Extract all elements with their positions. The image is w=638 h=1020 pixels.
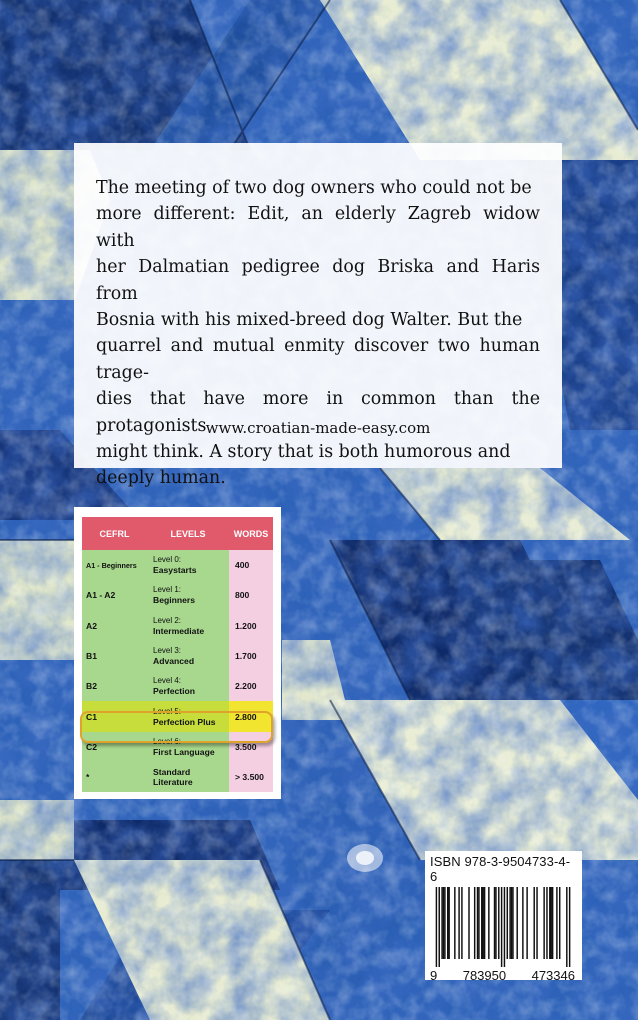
barcode-bar bbox=[536, 887, 537, 959]
level-number: Level 3: bbox=[153, 646, 182, 656]
level-name: Perfection bbox=[153, 686, 196, 697]
level-cell bbox=[147, 671, 229, 701]
level-number: Standard bbox=[153, 767, 191, 778]
cefrl-cell: A2 bbox=[82, 611, 147, 641]
barcode-bar bbox=[533, 887, 534, 959]
barcode-bar bbox=[566, 887, 567, 967]
barcode-bar bbox=[478, 887, 479, 959]
table-row-highlighted bbox=[82, 701, 273, 731]
barcode-bar bbox=[477, 887, 478, 959]
barcode-bar bbox=[504, 887, 505, 967]
levels-table-header bbox=[82, 517, 273, 550]
level-number: Level 4: bbox=[153, 676, 182, 686]
barcode-bar bbox=[461, 887, 462, 959]
barcode-bar bbox=[439, 887, 440, 967]
barcode-bar bbox=[549, 887, 550, 959]
barcode-bar bbox=[444, 887, 445, 959]
table-row bbox=[82, 641, 273, 671]
isbn-label: ISBN 978-3-9504733-4-6 bbox=[430, 854, 571, 884]
level-cell bbox=[147, 701, 229, 731]
barcode-bar bbox=[501, 887, 502, 967]
barcode-bar bbox=[436, 887, 437, 967]
cefrl-cell: A1 - Beginners bbox=[82, 550, 147, 580]
barcode-bar bbox=[569, 887, 570, 967]
barcode-bar bbox=[495, 887, 496, 959]
levels-table-card bbox=[74, 507, 281, 799]
table-row bbox=[82, 671, 273, 701]
cefrl-cell: * bbox=[82, 762, 147, 792]
level-number: Level 2: bbox=[153, 615, 182, 625]
blurb-line: Bosnia with his mixed-breed dog Walter. But the bbox=[96, 310, 523, 331]
blurb-line: The meeting of two dog owners who could not be bbox=[96, 178, 532, 198]
barcode-bar bbox=[458, 887, 459, 959]
header-words: WORDS bbox=[233, 528, 269, 539]
barcode-bar bbox=[488, 887, 489, 959]
table-row bbox=[82, 611, 273, 641]
level-number: Level 6: bbox=[153, 736, 182, 746]
words-cell: 1.200 bbox=[229, 611, 273, 641]
words-cell: 800 bbox=[229, 580, 273, 610]
barcode-bar bbox=[447, 887, 448, 959]
barcode-bars bbox=[430, 887, 576, 967]
level-cell bbox=[147, 611, 229, 641]
header-levels: LEVELS bbox=[170, 528, 206, 539]
words-cell: 400 bbox=[229, 550, 273, 580]
barcode-bar bbox=[494, 887, 495, 959]
barcode-bar bbox=[448, 887, 449, 959]
level-cell bbox=[147, 580, 229, 610]
barcode-bar bbox=[526, 887, 527, 959]
levels-table bbox=[82, 517, 273, 789]
barcode-bar bbox=[482, 887, 483, 959]
barcode-bar bbox=[546, 887, 547, 959]
blurb-line: more different: Edit, an elderly Zagreb widow with bbox=[96, 204, 540, 251]
barcode-digit-group: 783950 bbox=[462, 968, 507, 983]
back-cover-blurb bbox=[74, 143, 562, 489]
level-number: Level 1: bbox=[153, 585, 182, 595]
barcode-bar bbox=[454, 887, 455, 959]
barcode-bar bbox=[498, 887, 499, 959]
level-cell bbox=[147, 762, 229, 792]
level-cell bbox=[147, 732, 229, 762]
barcode-digits bbox=[430, 968, 577, 983]
blurb-text bbox=[96, 175, 540, 492]
barcode-bar bbox=[556, 887, 557, 959]
level-name: Intermediate bbox=[153, 625, 205, 636]
barcode-digit-group: 473346 bbox=[531, 968, 575, 983]
level-number: Level 0: bbox=[153, 555, 182, 565]
cefrl-cell: A1 - A2 bbox=[82, 580, 147, 610]
table-row bbox=[82, 732, 273, 762]
barcode-bar bbox=[443, 887, 444, 959]
barcode-bar bbox=[512, 887, 513, 959]
level-name: First Language bbox=[153, 746, 215, 757]
blurb-line: her Dalmatian pedigree dog Briska and Haris from bbox=[96, 257, 540, 304]
blurb-line: deeply human. bbox=[96, 468, 226, 489]
level-number: Level 5: bbox=[153, 706, 182, 716]
words-cell: 1.700 bbox=[229, 641, 273, 671]
table-row bbox=[82, 550, 273, 580]
cefrl-cell: C1 bbox=[82, 701, 147, 731]
level-name: Easystarts bbox=[153, 565, 197, 576]
level-cell bbox=[147, 641, 229, 671]
barcode-bar bbox=[509, 887, 510, 959]
barcode-bar bbox=[511, 887, 512, 959]
level-name: Literature bbox=[153, 777, 193, 788]
barcode-bar bbox=[484, 887, 485, 959]
level-cell bbox=[147, 550, 229, 580]
blurb-line: dies that have more in common than the protagonists bbox=[96, 389, 540, 436]
barcode-bar bbox=[522, 887, 523, 959]
table-row bbox=[82, 580, 273, 610]
barcode-bar bbox=[481, 887, 482, 959]
barcode-bar bbox=[543, 887, 544, 959]
table-row bbox=[82, 762, 273, 792]
header-cefrl: CEFRL bbox=[99, 528, 130, 539]
words-cell: 2.800 bbox=[229, 701, 273, 731]
blurb-line: quarrel and mutual enmity discover two human trage- bbox=[96, 336, 540, 383]
barcode-bar bbox=[550, 887, 551, 959]
barcode-bar bbox=[441, 887, 442, 959]
barcode-bar bbox=[559, 887, 560, 959]
blurb-line: might think. A story that is both humorous and bbox=[96, 442, 511, 463]
barcode-digit-group: 9 bbox=[430, 968, 438, 983]
level-name: Perfection Plus bbox=[153, 716, 216, 727]
barcode-bar bbox=[468, 887, 469, 959]
words-cell: 2.200 bbox=[229, 671, 273, 701]
barcode-bar bbox=[474, 887, 475, 959]
cefrl-cell: B1 bbox=[82, 641, 147, 671]
website-url: www.croatian-made-easy.com bbox=[205, 419, 431, 437]
barcode-bar bbox=[507, 887, 508, 959]
barcode-bar bbox=[552, 887, 553, 959]
words-cell: > 3.500 bbox=[229, 762, 273, 792]
level-name: Advanced bbox=[153, 656, 195, 667]
barcode-bar bbox=[516, 887, 517, 959]
cefrl-cell: C2 bbox=[82, 732, 147, 762]
level-name: Beginners bbox=[153, 595, 196, 606]
words-cell: 3.500 bbox=[229, 732, 273, 762]
isbn-barcode bbox=[425, 851, 582, 983]
cefrl-cell: B2 bbox=[82, 671, 147, 701]
